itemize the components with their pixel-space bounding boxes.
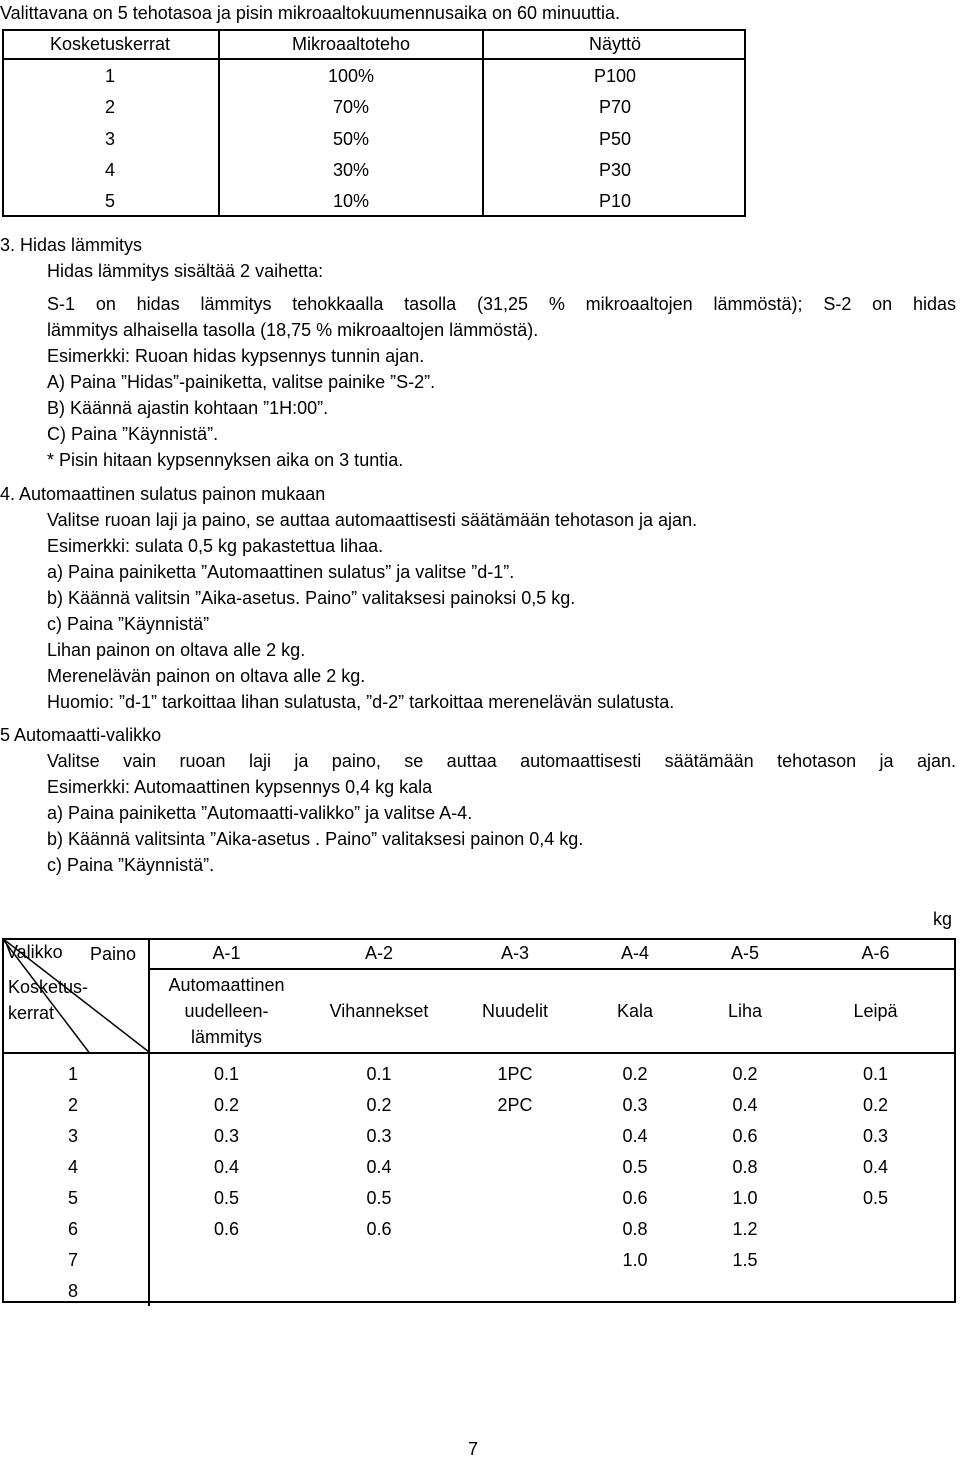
page-number: 7 (468, 1439, 479, 1459)
menu-category: Leipä (795, 969, 956, 1053)
table-cell: 100% (219, 59, 483, 91)
touch-count-cell: 2 (2, 1089, 149, 1120)
step-b: b) Käännä valitsin ”Aika-asetus. Paino” valitaksesi painoksi 0,5 kg. (47, 588, 576, 608)
menu-code-a-4: A-4 (575, 938, 695, 969)
unit-label: kg (932, 909, 952, 929)
menu-category: Vihannekset (303, 969, 455, 1053)
paragraph-line: Esimerkki: Automaattinen kypsennys 0,4 kg kala (47, 777, 433, 797)
table-row (2, 1213, 956, 1244)
paragraph-line: lämmitys alhaisella tasolla (18,75 % mikroaaltojen lämmöstä). (47, 320, 539, 340)
step-a: a) Paina painiketta ”Automaatti-valikko” ja valitse A-4. (47, 803, 473, 823)
weight-cell (795, 1275, 956, 1306)
step-c: C) Paina ”Käynnistä”. (47, 424, 219, 444)
table-cell: 3 (2, 123, 219, 154)
touch-count-cell: 6 (2, 1213, 149, 1244)
touch-count-cell: 4 (2, 1151, 149, 1182)
menu-code-a-6: A-6 (795, 938, 956, 969)
note-line: Huomio: ”d-1” tarkoittaa lihan sulatusta, ”d-2” tarkoittaa merenelävän sulatusta. (47, 692, 675, 712)
weight-cell: 0.5 (622, 1156, 648, 1177)
touch-count-cell: 8 (2, 1275, 149, 1306)
weight-cell (795, 1213, 956, 1244)
weight-cell: 0.5 (366, 1187, 392, 1208)
menu-code-a-2: A-2 (303, 938, 455, 969)
touch-count-cell: 3 (2, 1120, 149, 1151)
weight-cell (455, 1151, 575, 1182)
table-row (2, 154, 746, 185)
paragraph-line: Valitse ruoan laji ja paino, se auttaa automaattisesti säätämään tehotason ja ajan. (47, 510, 698, 530)
weight-cell: 0.1 (213, 1063, 240, 1084)
weight-cell: 1.0 (622, 1249, 648, 1270)
weight-cell (455, 1275, 575, 1306)
table-cell: 4 (2, 154, 219, 185)
weight-cell: 0.3 (862, 1125, 889, 1146)
weight-cell: 0.1 (366, 1063, 392, 1084)
weight-cell: 0.5 (213, 1187, 240, 1208)
menu-code-a-3: A-3 (455, 938, 575, 969)
table-cell: P50 (598, 128, 632, 149)
weight-cell (149, 1244, 303, 1275)
intro-text: Valittavana on 5 tehotasoa ja pisin mikroaaltokuumennusaika on 60 minuuttia. (0, 3, 621, 23)
menu-code-a-5: A-5 (695, 938, 795, 969)
step-b: b) Käännä valitsinta ”Aika-asetus . Paino” valitaksesi painon 0,4 kg. (47, 829, 584, 849)
touch-count-cell: 7 (2, 1244, 149, 1275)
table-cell: P100 (593, 65, 637, 86)
step-b: B) Käännä ajastin kohtaan ”1H:00”. (47, 398, 329, 418)
weight-cell: 1.5 (732, 1249, 758, 1270)
column-header: Näyttö (483, 29, 746, 59)
step-a: A) Paina ”Hidas”-painiketta, valitse painike ”S-2”. (47, 372, 436, 392)
paragraph-line: Esimerkki: sulata 0,5 kg pakastettua lihaa. (47, 536, 384, 556)
menu-category: Liha (695, 969, 795, 1053)
table-row (2, 1244, 956, 1275)
table-cell: P10 (598, 191, 632, 212)
table-cell: 2 (2, 92, 219, 123)
weight-cell: 0.3 (366, 1125, 392, 1146)
table-cell: 30% (219, 154, 483, 185)
table-cell: 50% (219, 123, 483, 154)
table-cell: P70 (598, 97, 632, 118)
paragraph-line: Esimerkki: Ruoan hidas kypsennys tunnin ajan. (47, 346, 425, 366)
menu-code-row (2, 938, 956, 969)
column-header: Mikroaaltoteho (219, 29, 483, 59)
weight-cell: 0.8 (622, 1218, 648, 1239)
paragraph-line: Valitse vain ruoan laji ja paino, se auttaa automaattisesti säätämään tehotason ja ajan. (47, 751, 956, 771)
weight-cell: 0.3 (622, 1094, 648, 1115)
weight-cell: 0.6 (366, 1218, 392, 1239)
table-row (2, 59, 746, 91)
table-cell: 70% (219, 92, 483, 123)
table-row (2, 92, 746, 123)
table-row (2, 123, 746, 154)
table-cell: 10% (219, 186, 483, 217)
table-row (2, 186, 746, 217)
weight-cell: 0.2 (366, 1094, 392, 1115)
weight-cell: 2PC (497, 1094, 533, 1115)
auto-menu-table (2, 938, 956, 1306)
table-row (2, 1089, 956, 1120)
column-header: Kosketuskerrat (2, 29, 219, 59)
menu-category: Automaattinen uudelleen- lämmitys (149, 969, 303, 1053)
menu-category: Kala (575, 969, 695, 1053)
weight-cell: 0.2 (213, 1094, 240, 1115)
weight-cell: 0.6 (213, 1218, 240, 1239)
weight-cell: 0.5 (862, 1187, 889, 1208)
table-row (2, 1182, 956, 1213)
table-row (2, 1053, 956, 1089)
touch-count-cell: 1 (2, 1053, 149, 1089)
weight-cell (575, 1275, 695, 1306)
corner-header-cell (2, 938, 149, 1053)
table-cell: 1 (2, 59, 219, 91)
weight-cell (455, 1213, 575, 1244)
weight-cell (695, 1275, 795, 1306)
weight-cell: 1PC (497, 1063, 533, 1084)
menu-code-a-1: A-1 (149, 938, 303, 969)
weight-cell: 0.4 (622, 1125, 648, 1146)
weight-cell (303, 1244, 455, 1275)
weight-cell: 0.3 (213, 1125, 240, 1146)
weight-cell: 0.4 (366, 1156, 392, 1177)
menu-category: Nuudelit (455, 969, 575, 1053)
weight-cell: 1.2 (732, 1218, 758, 1239)
weight-cell (303, 1275, 455, 1306)
table-row (2, 1151, 956, 1182)
step-a: a) Paina painiketta ”Automaattinen sulatus” ja valitse ”d-1”. (47, 562, 515, 582)
note-line: * Pisin hitaan kypsennyksen aika on 3 tuntia. (47, 450, 404, 470)
power-table-header-row (2, 29, 746, 59)
weight-cell (455, 1182, 575, 1213)
weight-cell (455, 1120, 575, 1151)
weight-cell: 0.1 (862, 1063, 889, 1084)
table-row (2, 1275, 956, 1306)
section-title: 4. Automaattinen sulatus painon mukaan (0, 484, 326, 504)
step-c: c) Paina ”Käynnistä”. (47, 855, 215, 875)
touch-count-cell: 5 (2, 1182, 149, 1213)
weight-cell: 0.2 (862, 1094, 889, 1115)
section-title: 3. Hidas lämmitys (0, 235, 143, 255)
corner-label-paino: Paino (90, 944, 137, 964)
corner-label-kosketuskerrat: Kosketus- kerrat (8, 977, 89, 1023)
table-row (2, 1120, 956, 1151)
weight-cell (795, 1244, 956, 1275)
weight-cell: 0.4 (213, 1156, 240, 1177)
weight-cell: 1.0 (732, 1187, 758, 1208)
paragraph-line: S-1 on hidas lämmitys tehokkaalla tasolla (31,25 % mikroaaltojen lämmöstä); S-2 on hidas (47, 294, 956, 314)
weight-cell: 0.4 (732, 1094, 758, 1115)
weight-cell: 0.2 (622, 1063, 648, 1084)
paragraph-line: Lihan painon on oltava alle 2 kg. (47, 640, 306, 660)
weight-cell (455, 1244, 575, 1275)
table-cell: 5 (2, 186, 219, 217)
step-c: c) Paina ”Käynnistä” (47, 614, 210, 634)
paragraph-line: Hidas lämmitys sisältää 2 vaihetta: (47, 261, 324, 281)
table-cell: P30 (598, 159, 632, 180)
power-table (2, 29, 746, 217)
weight-cell: 0.2 (732, 1063, 758, 1084)
weight-cell: 0.4 (862, 1156, 889, 1177)
section-title: 5 Automaatti-valikko (0, 725, 162, 745)
paragraph-line: Merenelävän painon on oltava alle 2 kg. (47, 666, 366, 686)
corner-label-valikko: Valikko (6, 942, 63, 962)
weight-cell: 0.6 (622, 1187, 648, 1208)
weight-cell (149, 1275, 303, 1306)
weight-cell: 0.6 (732, 1125, 758, 1146)
weight-cell: 0.8 (732, 1156, 758, 1177)
